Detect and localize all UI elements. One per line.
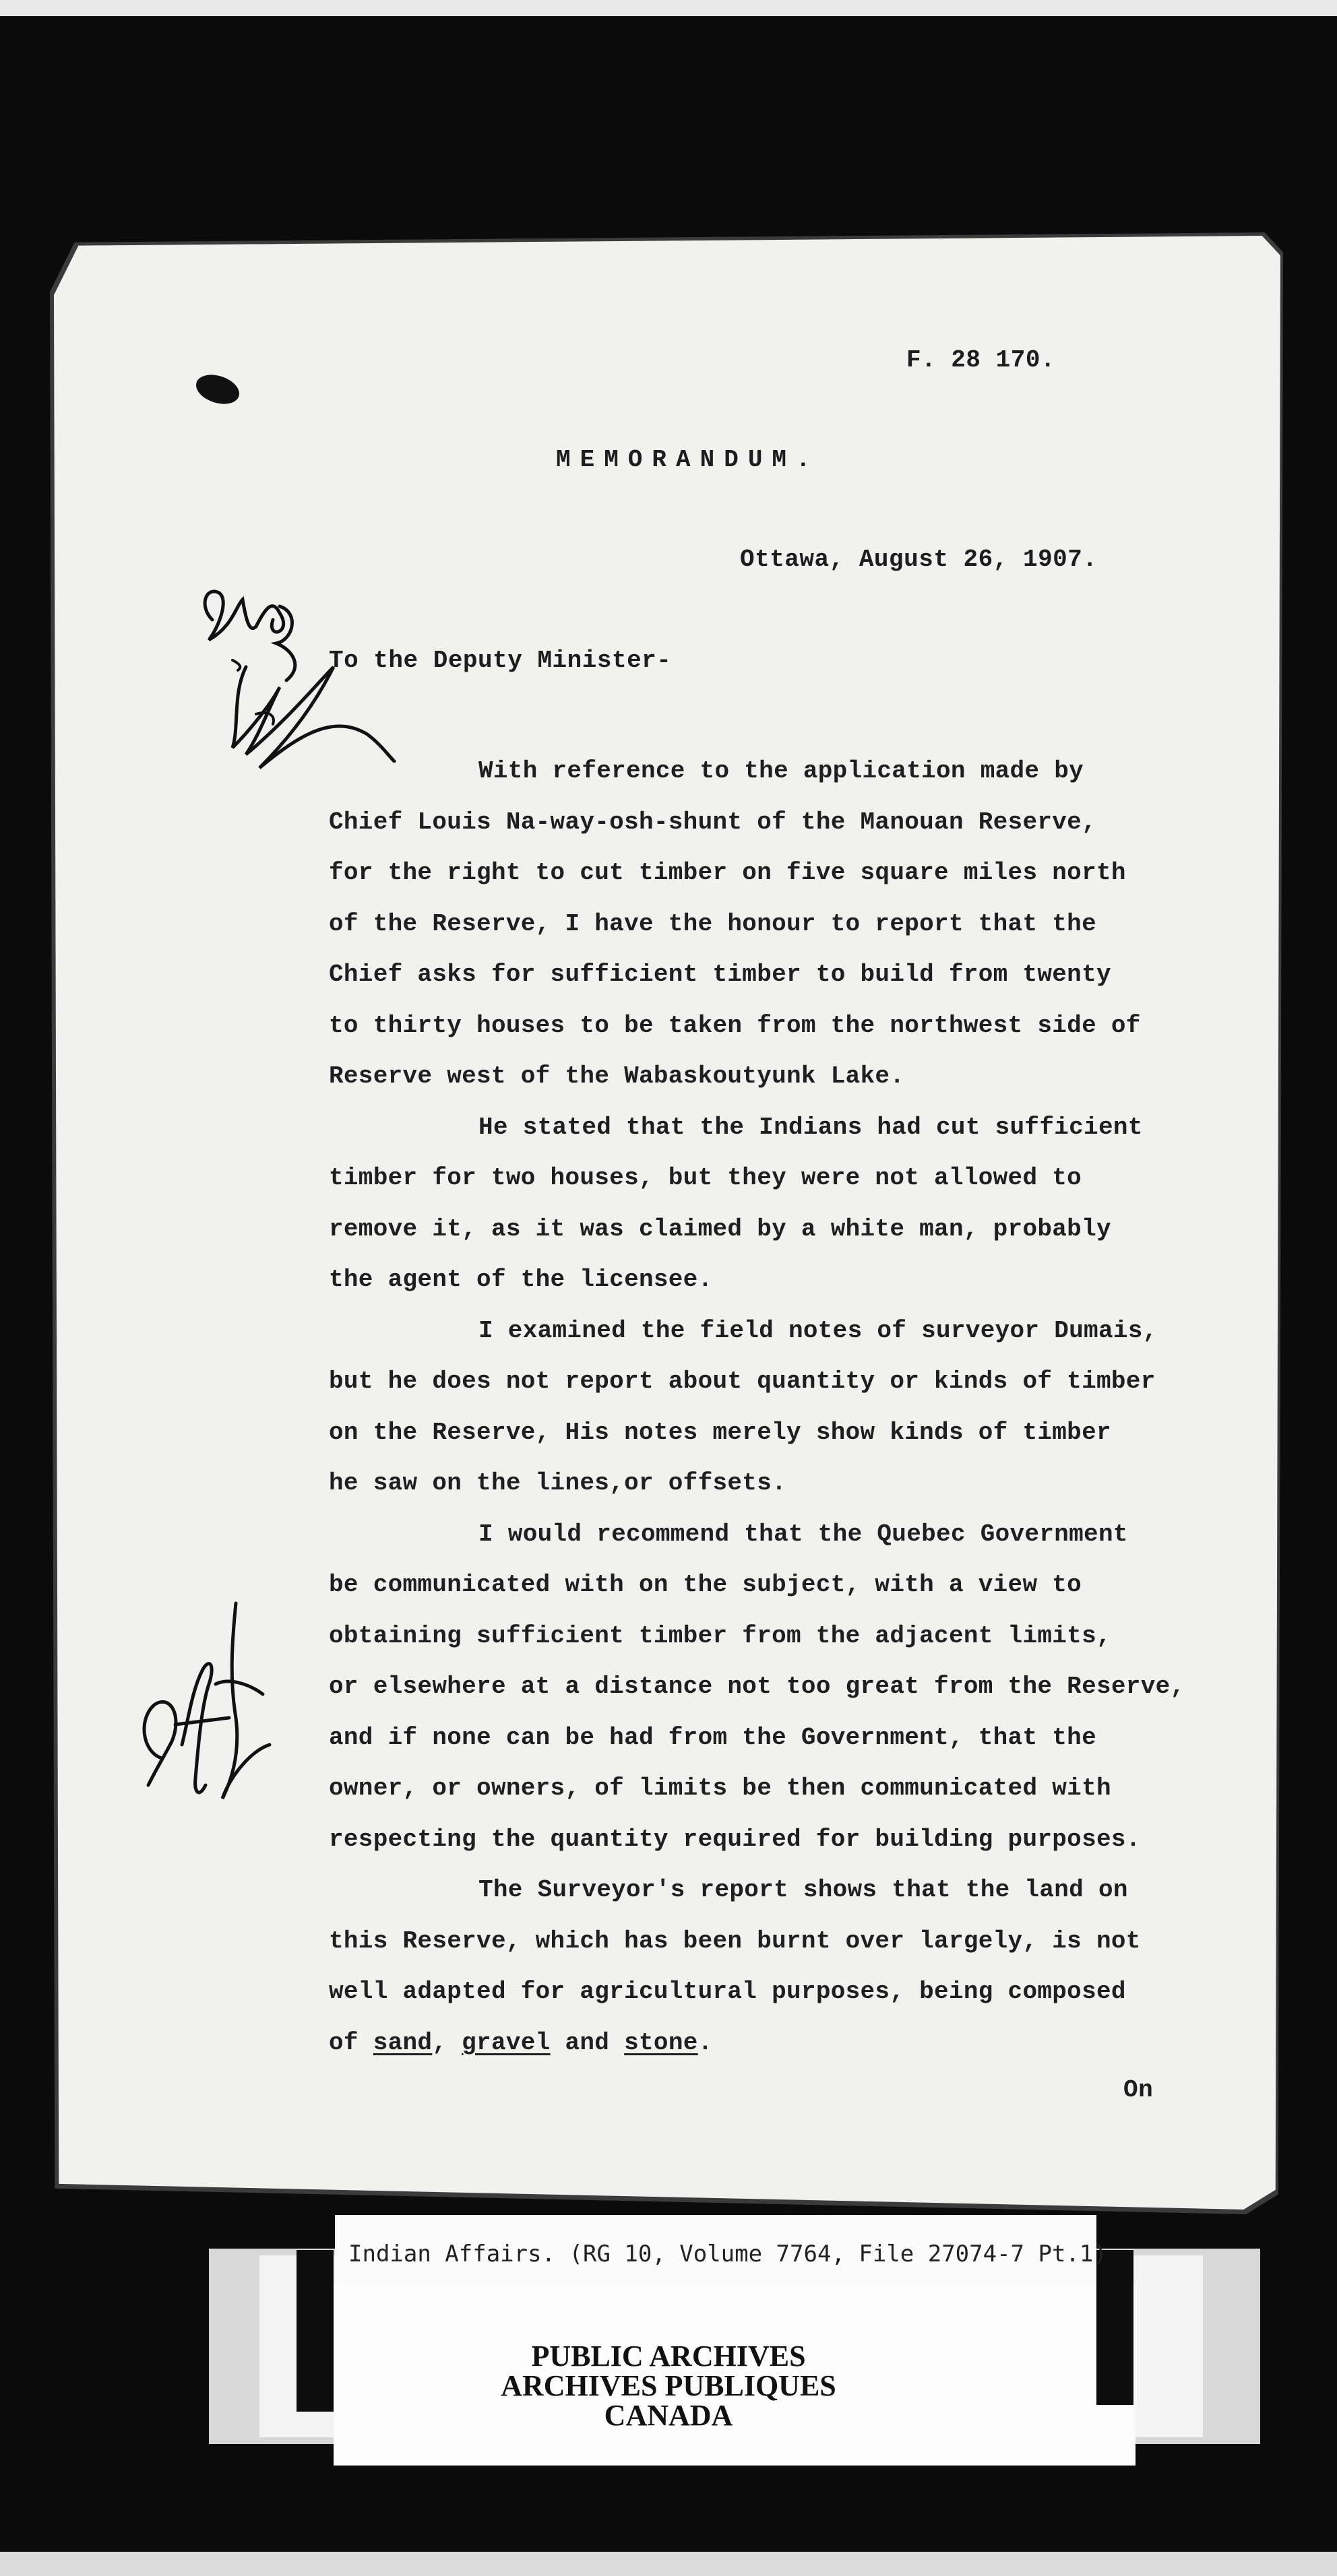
body-line: Reserve west of the Wabaskoutyunk Lake. — [329, 1062, 905, 1090]
archive-reference: Indian Affairs. (RG 10, Volume 7764, File 27074-7 Pt.1) — [348, 2241, 1107, 2267]
body-line: be communicated with on the subject, with a view to — [329, 1571, 1082, 1599]
body-line-last — [329, 2018, 1225, 2069]
scan-bottom-edge — [0, 2552, 1337, 2576]
file-reference: F. 28 170. — [906, 346, 1056, 374]
underlined-word: stone — [624, 2028, 698, 2057]
body-line: for the right to cut timber on five square miles north — [329, 859, 1126, 887]
underlined-word: gravel — [462, 2028, 551, 2057]
body-line: I would recommend that the Quebec Government — [478, 1520, 1128, 1548]
approval-initials-mark — [135, 1583, 290, 1826]
body-line: With reference to the application made by — [478, 757, 1084, 785]
body-line: to thirty houses to be taken from the northwest side of — [329, 1011, 1141, 1039]
text-fragment: of — [329, 2028, 373, 2057]
text-fragment: , — [432, 2028, 462, 2057]
body-line: but he does not report about quantity or kinds of timber — [329, 1367, 1156, 1395]
body-line: he saw on the lines,or offsets. — [329, 1469, 787, 1497]
reference-label — [335, 2215, 1107, 2284]
salutation: To the Deputy Minister- — [329, 647, 672, 674]
archive-stamp-line3: CANADA — [604, 2399, 733, 2432]
body-line: The Surveyor's report shows that the land on — [478, 1876, 1128, 1904]
body-line: Chief Louis Na-way-osh-shunt of the Manouan Reserve, — [329, 808, 1096, 836]
archive-stamp-line2: ARCHIVES PUBLIQUES — [501, 2369, 836, 2402]
scan-top-edge — [0, 0, 1337, 16]
body-line: on the Reserve, His notes merely show kinds of timber — [329, 1418, 1111, 1446]
body-line: this Reserve, which has been burnt over largely, is not — [329, 1927, 1141, 1955]
body-line: obtaining sufficient timber from the adjacent limits, — [329, 1621, 1111, 1650]
signature-initials-mark — [192, 579, 408, 808]
body-line: and if none can be had from the Government, that the — [329, 1723, 1096, 1751]
catchword: On — [1123, 2076, 1154, 2104]
body-line: or elsewhere at a distance not too great from the Reserve, — [329, 1673, 1185, 1700]
body-line: remove it, as it was claimed by a white man, probably — [329, 1215, 1111, 1243]
body-line: the agent of the licensee. — [329, 1266, 713, 1293]
memo-title: MEMORANDUM. — [556, 446, 820, 474]
text-fragment: . — [697, 2028, 713, 2057]
body-line: well adapted for agricultural purposes, being composed — [329, 1978, 1126, 2005]
body-line: of the Reserve, I have the honour to report that the — [329, 909, 1096, 938]
body-line: I examined the field notes of surveyor Dumais, — [478, 1316, 1158, 1345]
body-line: respecting the quantity required for building purposes. — [329, 1825, 1141, 1853]
body-line: He stated that the Indians had cut sufficient — [478, 1113, 1143, 1141]
archive-stamp-line1: PUBLIC ARCHIVES — [531, 2340, 806, 2373]
memo-body — [329, 746, 1225, 2068]
body-line: timber for two houses, but they were not allowed to — [329, 1164, 1082, 1192]
underlined-word: sand — [373, 2028, 433, 2057]
text-fragment: and — [550, 2028, 625, 2057]
body-line: Chief asks for sufficient timber to build from twenty — [329, 961, 1111, 988]
body-line: owner, or owners, of limits be then communicated with — [329, 1774, 1111, 1802]
date-line: Ottawa, August 26, 1907. — [740, 546, 1098, 573]
